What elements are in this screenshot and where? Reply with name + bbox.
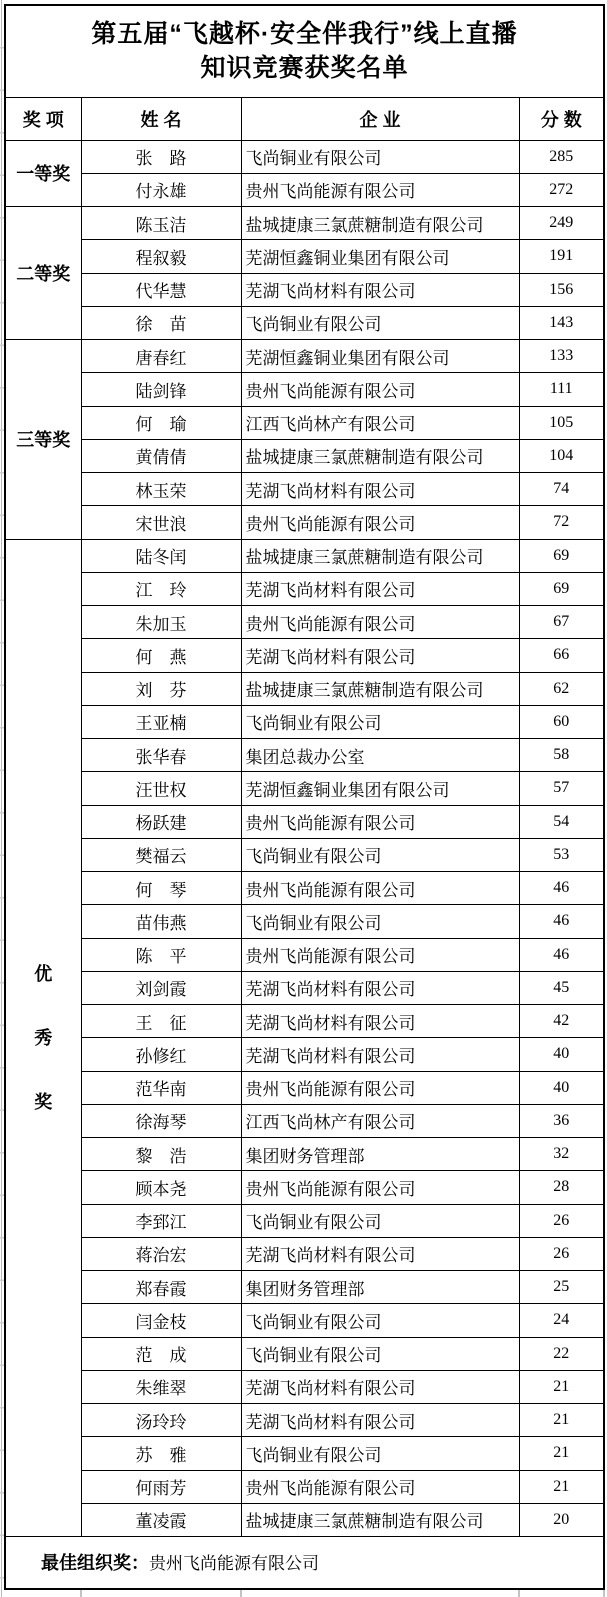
footer-row [5, 1537, 604, 1589]
name-cell: 汪世权 [81, 772, 241, 805]
score-cell: 105 [519, 406, 604, 439]
company-cell: 贵州飞尚能源有限公司 [241, 1071, 519, 1104]
score-cell: 249 [519, 207, 604, 240]
sheet-gridline-stub [603, 1590, 605, 1597]
name-cell: 孙修红 [81, 1038, 241, 1071]
table-row [5, 705, 604, 738]
score-cell: 46 [519, 938, 604, 971]
company-cell: 飞尚铜业有限公司 [241, 306, 519, 339]
company-cell: 飞尚铜业有限公司 [241, 705, 519, 738]
name-cell: 黎 浩 [81, 1138, 241, 1171]
table-row [5, 473, 604, 506]
name-cell: 何 瑜 [81, 406, 241, 439]
name-cell: 宋世浪 [81, 506, 241, 539]
name-cell: 徐海琴 [81, 1104, 241, 1137]
score-cell: 72 [519, 506, 604, 539]
company-cell: 江西飞尚林产有限公司 [241, 1104, 519, 1137]
name-cell: 顾本尧 [81, 1171, 241, 1204]
table-row [5, 1470, 604, 1503]
name-cell: 李郅江 [81, 1204, 241, 1237]
name-cell: 苗伟燕 [81, 905, 241, 938]
company-cell: 贵州飞尚能源有限公司 [241, 805, 519, 838]
table-row [5, 173, 604, 206]
company-cell: 飞尚铜业有限公司 [241, 1437, 519, 1470]
name-cell: 程叙毅 [81, 240, 241, 273]
award-cell [5, 539, 81, 1537]
company-cell: 飞尚铜业有限公司 [241, 1204, 519, 1237]
company-cell: 芜湖飞尚材料有限公司 [241, 473, 519, 506]
score-cell: 28 [519, 1171, 604, 1204]
table-row [5, 406, 604, 439]
name-cell: 陈 平 [81, 938, 241, 971]
table-row [5, 273, 604, 306]
company-cell: 贵州飞尚能源有限公司 [241, 872, 519, 905]
award-label-char: 奖 [34, 1091, 53, 1112]
score-cell: 25 [519, 1271, 604, 1304]
company-cell: 集团财务管理部 [241, 1138, 519, 1171]
award-cell: 三等奖 [5, 340, 81, 540]
score-cell: 45 [519, 971, 604, 1004]
company-cell: 飞尚铜业有限公司 [241, 140, 519, 173]
score-cell: 133 [519, 340, 604, 373]
score-cell: 21 [519, 1437, 604, 1470]
score-cell: 21 [519, 1404, 604, 1437]
table-row [5, 1503, 604, 1536]
company-cell: 芜湖飞尚材料有限公司 [241, 1237, 519, 1270]
score-cell: 57 [519, 772, 604, 805]
score-cell: 60 [519, 705, 604, 738]
company-cell: 芜湖飞尚材料有限公司 [241, 572, 519, 605]
table-row [5, 1271, 604, 1304]
name-cell: 黄倩倩 [81, 439, 241, 472]
header-row [5, 97, 604, 140]
table-row [5, 572, 604, 605]
footer-label: 最佳组织奖： [41, 1553, 149, 1574]
name-cell: 汤玲玲 [81, 1404, 241, 1437]
table-row [5, 1005, 604, 1038]
company-cell: 盐城捷康三氯蔗糖制造有限公司 [241, 439, 519, 472]
score-cell: 53 [519, 838, 604, 871]
award-label-char: 秀 [34, 1027, 53, 1048]
score-cell: 66 [519, 639, 604, 672]
name-cell: 何雨芳 [81, 1470, 241, 1503]
name-cell: 范华南 [81, 1071, 241, 1104]
score-cell: 42 [519, 1005, 604, 1038]
score-cell: 26 [519, 1237, 604, 1270]
table-row [5, 672, 604, 705]
score-cell: 156 [519, 273, 604, 306]
score-cell: 36 [519, 1104, 604, 1137]
company-cell: 贵州飞尚能源有限公司 [241, 1470, 519, 1503]
company-cell: 盐城捷康三氯蔗糖制造有限公司 [241, 207, 519, 240]
table-row [5, 207, 604, 240]
score-cell: 67 [519, 606, 604, 639]
table-row [5, 306, 604, 339]
column-header-score: 分 数 [519, 97, 604, 140]
name-cell: 陆冬闰 [81, 539, 241, 572]
score-cell: 191 [519, 240, 604, 273]
company-cell: 江西飞尚林产有限公司 [241, 406, 519, 439]
table-row [5, 1071, 604, 1104]
table-row [5, 439, 604, 472]
name-cell: 代华慧 [81, 273, 241, 306]
column-header-company: 企 业 [241, 97, 519, 140]
table-row [5, 1437, 604, 1470]
company-cell: 芜湖恒鑫铜业集团有限公司 [241, 340, 519, 373]
company-cell: 芜湖飞尚材料有限公司 [241, 971, 519, 1004]
table-row [5, 971, 604, 1004]
name-cell: 张华春 [81, 739, 241, 772]
table-row [5, 539, 604, 572]
page-title [5, 5, 604, 97]
name-cell: 王 征 [81, 1005, 241, 1038]
company-cell: 贵州飞尚能源有限公司 [241, 506, 519, 539]
table-row [5, 905, 604, 938]
table-row [5, 373, 604, 406]
company-cell: 飞尚铜业有限公司 [241, 905, 519, 938]
score-cell: 104 [519, 439, 604, 472]
table-body [5, 140, 604, 1537]
name-cell: 何 琴 [81, 872, 241, 905]
name-cell: 王亚楠 [81, 705, 241, 738]
company-cell: 芜湖飞尚材料有限公司 [241, 1370, 519, 1403]
company-cell: 芜湖飞尚材料有限公司 [241, 273, 519, 306]
table-row [5, 240, 604, 273]
company-cell: 飞尚铜业有限公司 [241, 1337, 519, 1370]
score-cell: 32 [519, 1138, 604, 1171]
name-cell: 唐春红 [81, 340, 241, 373]
name-cell: 付永雄 [81, 173, 241, 206]
award-cell: 一等奖 [5, 140, 81, 207]
company-cell: 芜湖飞尚材料有限公司 [241, 1404, 519, 1437]
company-cell: 盐城捷康三氯蔗糖制造有限公司 [241, 672, 519, 705]
table-row [5, 1204, 604, 1237]
name-cell: 陈玉洁 [81, 207, 241, 240]
table-row [5, 805, 604, 838]
company-cell: 芜湖恒鑫铜业集团有限公司 [241, 240, 519, 273]
score-cell: 285 [519, 140, 604, 173]
company-cell: 芜湖飞尚材料有限公司 [241, 639, 519, 672]
score-cell: 54 [519, 805, 604, 838]
score-cell: 40 [519, 1038, 604, 1071]
company-cell: 飞尚铜业有限公司 [241, 1304, 519, 1337]
table-row [5, 1104, 604, 1137]
score-cell: 26 [519, 1204, 604, 1237]
table-row [5, 772, 604, 805]
table-footer-section [5, 1537, 604, 1589]
name-cell: 范 成 [81, 1337, 241, 1370]
table-row [5, 506, 604, 539]
company-cell: 芜湖飞尚材料有限公司 [241, 1038, 519, 1071]
score-cell: 69 [519, 572, 604, 605]
company-cell: 贵州飞尚能源有限公司 [241, 373, 519, 406]
score-cell: 74 [519, 473, 604, 506]
company-cell: 飞尚铜业有限公司 [241, 838, 519, 871]
company-cell: 贵州飞尚能源有限公司 [241, 938, 519, 971]
name-cell: 林玉荣 [81, 473, 241, 506]
table-row [5, 872, 604, 905]
table-row [5, 606, 604, 639]
score-cell: 46 [519, 905, 604, 938]
score-cell: 111 [519, 373, 604, 406]
name-cell: 蒋治宏 [81, 1237, 241, 1270]
company-cell: 贵州飞尚能源有限公司 [241, 1171, 519, 1204]
name-cell: 徐 苗 [81, 306, 241, 339]
name-cell: 朱加玉 [81, 606, 241, 639]
score-cell: 58 [519, 739, 604, 772]
name-cell: 郑春霞 [81, 1271, 241, 1304]
title-line-1: 第五届“飞越杯·安全伴我行”线上直播 [91, 20, 518, 49]
table-row [5, 140, 604, 173]
company-cell: 贵州飞尚能源有限公司 [241, 173, 519, 206]
name-cell: 苏 雅 [81, 1437, 241, 1470]
table-row [5, 838, 604, 871]
score-cell: 24 [519, 1304, 604, 1337]
table-row [5, 739, 604, 772]
column-header-award: 奖 项 [5, 97, 81, 140]
name-cell: 张 路 [81, 140, 241, 173]
score-cell: 62 [519, 672, 604, 705]
score-cell: 143 [519, 306, 604, 339]
score-cell: 22 [519, 1337, 604, 1370]
column-header-name: 姓 名 [81, 97, 241, 140]
table-row [5, 1404, 604, 1437]
table-row [5, 1138, 604, 1171]
name-cell: 杨跃建 [81, 805, 241, 838]
company-cell: 盐城捷康三氯蔗糖制造有限公司 [241, 539, 519, 572]
table-row [5, 1304, 604, 1337]
company-cell: 贵州飞尚能源有限公司 [241, 606, 519, 639]
score-cell: 272 [519, 173, 604, 206]
table-row [5, 938, 604, 971]
name-cell: 陆剑锋 [81, 373, 241, 406]
name-cell: 何 燕 [81, 639, 241, 672]
name-cell: 闫金枝 [81, 1304, 241, 1337]
score-cell: 21 [519, 1370, 604, 1403]
company-cell: 芜湖飞尚材料有限公司 [241, 1005, 519, 1038]
score-cell: 69 [519, 539, 604, 572]
award-label-vertical [6, 965, 81, 1111]
table-row [5, 340, 604, 373]
table-row [5, 639, 604, 672]
table-head-section [5, 5, 604, 140]
footer-value: 贵州飞尚能源有限公司 [149, 1554, 319, 1574]
score-cell: 46 [519, 872, 604, 905]
title-row [5, 5, 604, 97]
score-cell: 21 [519, 1470, 604, 1503]
table-row [5, 1237, 604, 1270]
name-cell: 朱维翠 [81, 1370, 241, 1403]
name-cell: 江 玲 [81, 572, 241, 605]
name-cell: 刘剑霞 [81, 971, 241, 1004]
table-row [5, 1171, 604, 1204]
sheet-gridline-stub [240, 1590, 242, 1597]
award-label-char: 优 [34, 963, 53, 984]
sheet-gridline-stub [80, 1590, 82, 1597]
name-cell: 刘 芬 [81, 672, 241, 705]
table-row [5, 1370, 604, 1403]
award-table [4, 4, 605, 1590]
title-line-2: 知识竞赛获奖名单 [200, 54, 409, 83]
company-cell: 芜湖恒鑫铜业集团有限公司 [241, 772, 519, 805]
name-cell: 董凌霞 [81, 1503, 241, 1536]
best-organization-award [5, 1537, 604, 1589]
score-cell: 20 [519, 1503, 604, 1536]
company-cell: 盐城捷康三氯蔗糖制造有限公司 [241, 1503, 519, 1536]
award-cell: 二等奖 [5, 207, 81, 340]
company-cell: 集团财务管理部 [241, 1271, 519, 1304]
name-cell: 樊福云 [81, 838, 241, 871]
company-cell: 集团总裁办公室 [241, 739, 519, 772]
score-cell: 40 [519, 1071, 604, 1104]
table-row [5, 1337, 604, 1370]
sheet-gridline-stub [518, 1590, 520, 1597]
table-row [5, 1038, 604, 1071]
